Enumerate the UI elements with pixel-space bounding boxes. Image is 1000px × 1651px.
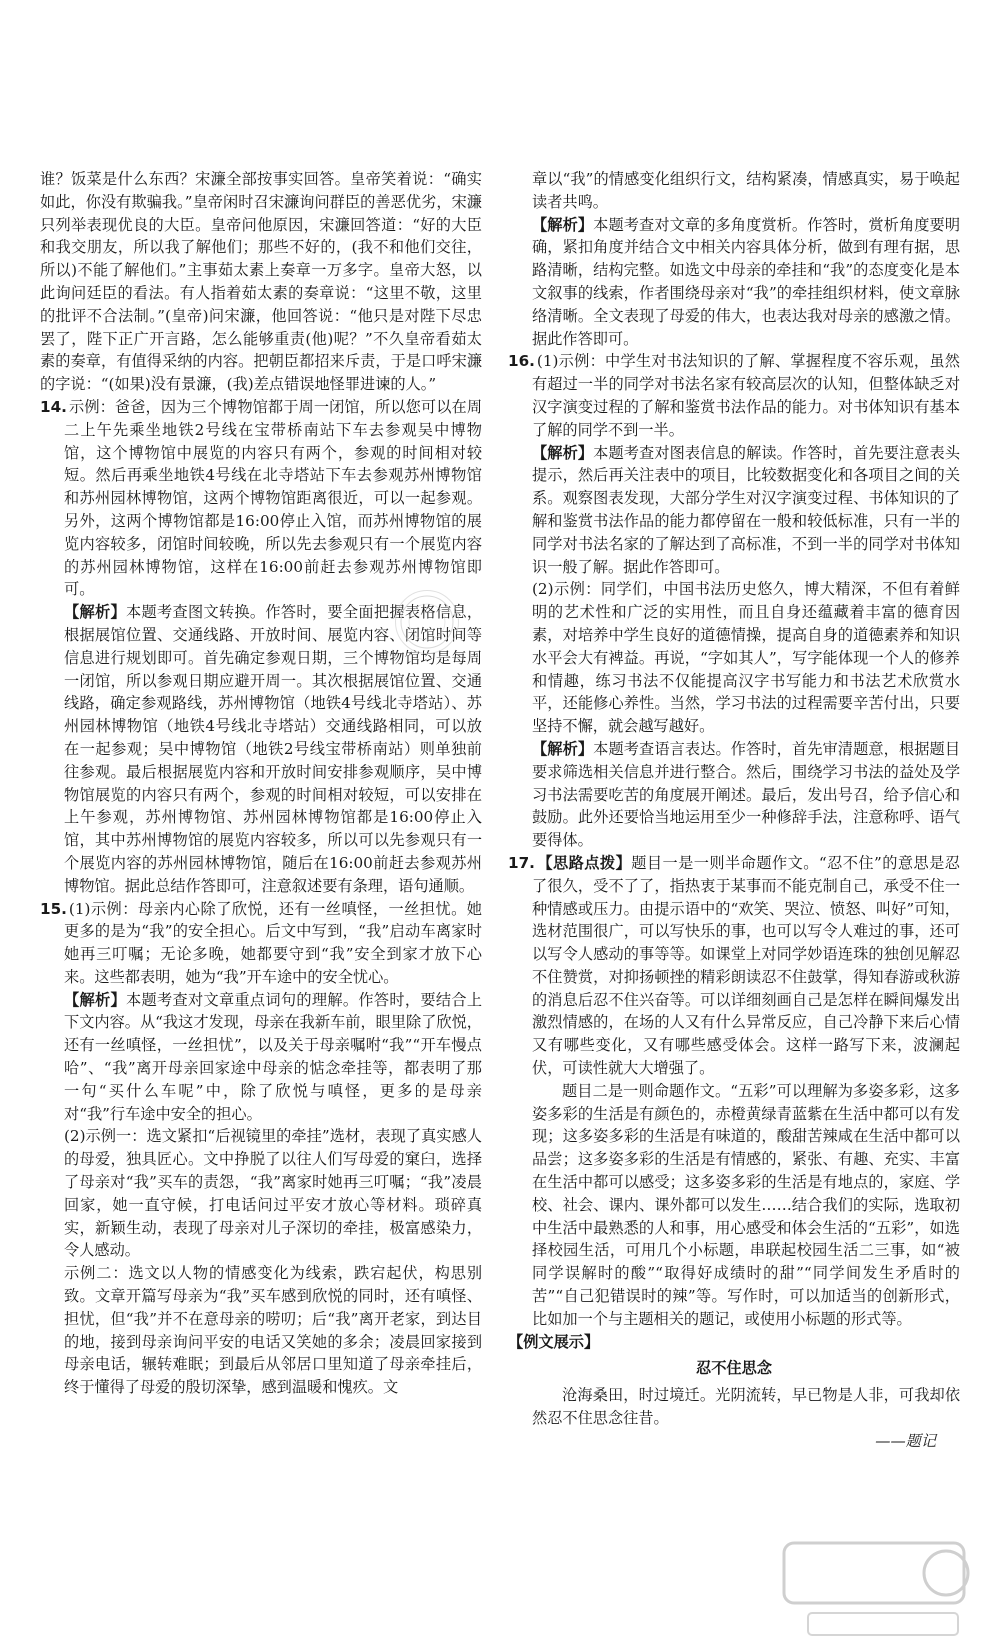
- question-14-number: 14.: [40, 397, 67, 416]
- analysis-text: 本题考查语言表达。作答时，首先审清题意，根据题目要求筛选相关信息并进行整合。然后，围绕学习书法的益处及学习书法需要吃苦的角度展开阐述。最后，发出号召，给予信心和鼓励。此外还要恰当地运用至少一种修辞手法，注意称呼、语气要得体。: [532, 739, 961, 850]
- analysis-tag: 【解析】: [64, 990, 126, 1009]
- question-15-part-3: 示例二：选文以人物的情感变化为线索，跌宕起伏，构思别致。文章开篇写母亲为“我”买车感到欣悦的同时，还有嗔怪、担忧，但“我”并不在意母亲的唠叨；后“我”离开老家，到达目的地，接到母亲询问平安的电话又笑她的多余；凌晨回家接到母亲电话，辗转难眠；到最后从邻居口里知道了母亲牵挂后，终于懂得了母爱的殷切深挚，感到温暖和愧疚。文: [64, 1264, 482, 1397]
- analysis-tag: 【解析】: [532, 215, 594, 234]
- question-15-part-1: [40, 898, 482, 989]
- question-16-part-2: (2)示例：同学们，中国书法历史悠久，博大精深，不但有着鲜明的艺术性和广泛的实用性，而且自身还蕴藏着丰富的德育因素，对培养中学生良好的道德情操，提高自身的道德素养和知识水平会大有裨益。再说，“字如其人”，写字能体现一个人的修养和情趣，练习书法不仅能提高汉字书写能力和书法艺术欣赏水平，还能修心养性。当然，学习书法的过程需要辛苦付出，只要坚持不懈，就会越写越好。: [532, 580, 960, 736]
- analysis-text: 本题考查对文章重点词句的理解。作答时，要结合上下文内容。从“我这才发现，母亲在我新车前，眼里除了欣悦，还有一丝嗔怪，一丝担忧”，以及关于母亲嘱咐“我”“开车慢点哈”、“我”离开母亲回家途中母亲的惦念牵挂等，都表明了那一句“买什么车呢”中，除了欣悦与嗔怪，更多的是母亲对“我”行车途中安全的担心。: [64, 990, 483, 1123]
- watermark-graphic: [778, 1535, 978, 1645]
- watermark-logo-icon: [778, 1535, 978, 1645]
- question-16-part-1: [508, 350, 960, 441]
- analysis-tag: 【解析】: [64, 603, 126, 622]
- essay-epigraph-signature: ——题记: [875, 1431, 936, 1450]
- question-15-part-1-text: (1)示例：母亲内心除了欣悦，还有一丝嗔怪，一丝担忧。她更多的是为“我”的安全担心。后文中写到，“我”启动车离家时她再三叮嘱；无论多晚，她都要守到“我”安全到家才放下心来。这些都表明，她为“我”开车途中的安全忧心。: [64, 899, 482, 986]
- faint-stamp-icon: [395, 590, 459, 654]
- analysis-tag: 【解析】: [532, 443, 594, 462]
- answer-13-continuation: 谁？饭菜是什么东西？宋濂全部按事实回答。皇帝笑着说：“确实如此，你没有欺骗我。”皇帝闲时召宋濂询问群臣的善恶优劣，宋濂只列举表现优良的大臣。皇帝问他原因，宋濂回答道：“好的大臣和我交朋友，所以我了解他们；那些不好的，(我不和他们交往，所以)不能了解他们。”主事茹太素上奏章一万多字。皇帝大怒，以此询问廷臣的看法。有人指着茹太素的奏章说：“这里不敬，这里的批评不合法制。”(皇帝)问宋濂，他回答说：“他只是对陛下尽忠罢了，陛下正广开言路，怎么能够重责(他)呢？”不久皇帝看茹太素的奏章，有值得采纳的内容。把朝臣都招来斥责，于是口呼宋濂的字说：“(如果)没有景濂，(我)差点错误地怪罪进谏的人。”: [40, 170, 482, 394]
- question-16-number: 16.: [508, 352, 535, 371]
- question-16-analysis-2: [508, 738, 960, 852]
- question-15-continuation: 章以“我”的情感变化组织行文，结构紧凑，情感真实，易于唤起读者共鸣。: [532, 170, 960, 211]
- essay-title: 忍不住思念: [696, 1359, 772, 1378]
- essay-epigraph: 沧海桑田，时过境迁。光阴流转，早已物是人非，可我却依然忍不住思念往昔。: [532, 1386, 960, 1428]
- analysis-text: 本题考查图文转换。作答时，要全面把握表格信息，根据展馆位置、交通线路、开放时间、展览内容、闭馆时间等信息进行规划即可。首先确定参观日期，三个博物馆均是每周一闭馆，所以参观日期应避开周一。其次根据展馆位置、交通线路，确定参观路线，苏州博物馆（地铁4号线北寺塔站）、苏州园林博物馆（地铁4号线北寺塔站）交通线路相同，可以放在一起参观；吴中博物馆（地铁2号线宝带桥南站）则单独前往参观。最后根据展览内容和开放时间安排参观顺序，吴中博物馆展览的内容只有两个，参观的时间相对较短，可以安排在上午参观，苏州博物馆、苏州园林博物馆都是16:00停止入馆，其中苏州博物馆的展览内容较多，所以可以先参观只有一个展览内容的苏州园林博物馆，随后在16:00前赶去参观苏州博物馆。据此总结作答即可，注意叙述要有条理，语句通顺。: [64, 603, 483, 895]
- question-16-part-1-text: (1)示例：中学生对书法知识的了解、掌握程度不容乐观，虽然有超过一半的同学对书法名家有较高层次的认知，但整体缺乏对汉字演变过程的了解和鉴赏书法作品的能力。对书体知识有基本了解的同学不到一半。: [532, 352, 960, 439]
- right-column: [508, 168, 960, 1453]
- question-15-analysis-1: [40, 989, 482, 1126]
- question-17-part-1: [508, 852, 960, 1080]
- question-17-part-1-text: 题目一是一则半命题作文。“忍不住”的意思是忍了很久，受不了了，指热衷于某事而不能克制自己，承受不住一种情感或压力。由提示语中的“欢笑、哭泣、愤怒、叫好”可知，选材范围很广，可以写快乐的事，也可以写令人难过的事，还可以写令人感动的事等等。如课堂上对同学妙语连珠的独创见解忍不住赞赏，对抑扬顿挫的精彩朗读忍不住鼓掌，得知春游或秋游的消息后忍不住兴奋等。可以详细刻画自己是怎样在瞬间爆发出激烈情感的，在场的人又有什么异常反应，自己冷静下来后心情又有哪些变化，又有哪些感受体会。这样一路写下来，波澜起伏，可读性就大大增强了。: [532, 853, 960, 1078]
- question-16-analysis-1: [508, 442, 960, 579]
- analysis-text: 本题考查对文章的多角度赏析。作答时，赏析角度要明确，紧扣角度并结合文中相关内容具体分析，做到有理有据，思路清晰，结构完整。如选文中母亲的牵挂和“我”的态度变化是本文叙事的线索，作者围绕母亲对“我”的牵挂组织材料，使文章脉络清晰。全文表现了母爱的伟大，也表达我对母亲的感激之情。据此作答即可。: [532, 215, 961, 348]
- question-15-part-2: (2)示例一：选文紧扣“后视镜里的牵挂”选材，表现了真实感人的母爱，独具匠心。文中挣脱了以往人们写母爱的窠臼，选择了母亲对“我”买车的责怨，“我”离家时她再三叮嘱；“我”凌晨回家，她一直守候，打电话问过平安才放心等材料。琐碎真实，新颖生动，表现了母亲对儿子深切的牵挂，极富感染力，令人感动。: [64, 1127, 482, 1260]
- stamp-graphic: [396, 591, 458, 653]
- question-17-part-2: 题目二是一则命题作文。“五彩”可以理解为多姿多彩，这多姿多彩的生活是有颜色的，赤橙黄绿青蓝紫在生活中都可以有发现；这多姿多彩的生活是有味道的，酸甜苦辣咸在生活中都可以品尝；这多姿多彩的生活是有情感的，紧张、有趣、充实、丰富在生活中都可以感受；这多姿多彩的生活是有地点的，家庭、学校、社会、课内、课外都可以发生……结合我们的实际，选取初中生活中最熟悉的人和事，用心感受和体会生活的“五彩”，如选择校园生活，可用几个小标题，串联起校园生活二三事，如“被同学误解时的酸”“取得好成绩时的甜”“同学间发生矛盾时的苦”“自己犯错误时的辣”等。写作时，可以加适当的创新形式，比如加一个与主题相关的题记，或使用小标题的形式等。: [532, 1081, 960, 1328]
- approach-tag: 【思路点拨】: [536, 853, 632, 872]
- question-15-number: 15.: [40, 899, 67, 918]
- question-14-answer: [40, 396, 482, 601]
- left-column: [40, 168, 482, 1399]
- question-15-analysis-2: [508, 214, 960, 351]
- analysis-text: 本题考查对图表信息的解读。作答时，首先要注意表头提示，然后再关注表中的项目，比较数据变化和各项目之间的关系。观察图表发现，大部分学生对汉字演变过程、书体知识的了解和鉴赏书法作品的能力都停留在一般和较低标准，只有一半的同学对书法名家的了解达到了高标准，不到一半的同学对书体知识一般了解。据此作答即可。: [532, 443, 961, 576]
- analysis-tag: 【解析】: [532, 739, 594, 758]
- question-14-text: 示例：爸爸，因为三个博物馆都于周一闭馆，所以您可以在周二上午先乘坐地铁2号线在宝带桥南站下车去参观吴中博物馆，这个博物馆中展览的内容只有两个，参观的时间相对较短。然后再乘坐地铁4号线在北寺塔站下车去参观苏州博物馆和苏州园林博物馆，这两个博物馆距离很近，可以一起参观。另外，这两个博物馆都是16:00停止入馆，而苏州博物馆的展览内容较多，闭馆时间较晚，所以先去参观只有一个展览内容的苏州园林博物馆，这样在16:00前赶去参观苏州博物馆即可。: [64, 397, 482, 599]
- example-essay-tag: 【例文展示】: [508, 1332, 600, 1351]
- question-17-number: 17.: [508, 853, 535, 872]
